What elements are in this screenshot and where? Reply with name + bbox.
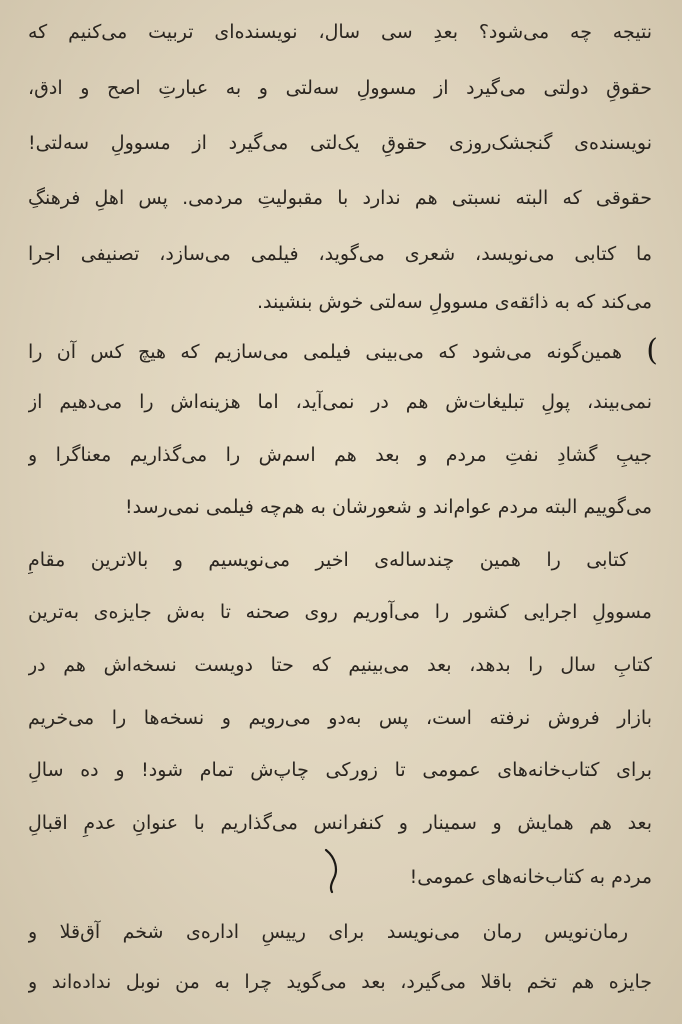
text-line: کتابی را همین چندساله‌ی اخیر می‌نویسیم و بالاترین مقامِ [28,549,628,571]
text-line: همین‌گونه می‌شود که می‌بینی فیلمی می‌سازیم که هیچ کس آن را [28,341,622,363]
text-line: مردم به کتاب‌خانه‌های عمومی! [409,866,652,888]
text-line: ما کتابی می‌نویسد، شعری می‌گوید، فیلمی می‌سازد، تصنیفی اجرا [28,243,652,265]
text-line: مسوولِ اجرایی کشور را می‌آوریم روی صحنه تا به‌ش جایزه‌ی به‌ترین [28,601,652,623]
text-line: می‌گوییم البته مردم عوام‌اند و شعورشان به هم‌چه فیلمی نمی‌رسد! [125,496,652,518]
handwritten-close-bracket-svg [320,848,346,894]
text-line: نتیجه چه می‌شود؟ بعدِ سی سال، نویسنده‌ای تربیت می‌کنیم که [28,21,652,43]
text-line: می‌کند که به ذائقه‌ی مسوولِ سه‌لتی خوش بنشیند. [256,291,652,313]
text-line: رمان‌نویس رمان می‌نویسد برای رییسِ اداره‌ی شخم آق‌قلا و [28,921,628,943]
handwritten-open-paren: ( [646,333,658,368]
text-line: جیبِ گشادِ نفتِ مردم و بعد هم اسم‌ش را می‌گذاریم معناگرا و [28,444,652,466]
text-line: بعد هم همایش و سمینار و کنفرانس می‌گذاریم با عنوانِ عدمِ اقبالِ [28,812,652,834]
text-line: کتابِ سال را بدهد، بعد می‌بینیم که حتا دویست نسخه‌اش هم در [28,654,652,676]
text-line: نویسنده‌ی گنجشک‌روزی حقوقِ یک‌لتی می‌گیرد از مسوولِ سه‌لتی! [28,132,652,154]
text-line: حقوقی که البته نسبتی هم ندارد با مقبولیتِ مردمی. پس اهلِ فرهنگِ [28,187,652,209]
text-line: بازار فروش نرفته است، پس به‌دو می‌رویم و نسخه‌ها را می‌خریم [28,707,652,729]
text-line: برای کتاب‌خانه‌های عمومی تا زورکی چاپ‌ش تمام شود! و ده سالِ [28,759,652,781]
text-line: حقوقِ دولتی می‌گیرد از مسوولِ سه‌لتی و به عبارتِ اصح و ادق، [28,77,652,99]
text-line: جایزه هم تخم باقلا می‌گیرد، بعد می‌گوید چرا به من نوبل نداده‌اند و [28,971,652,993]
text-line: نمی‌بیند، پولِ تبلیغات‌ش هم در نمی‌آید، اما هزینه‌اش را می‌دهیم از [28,391,652,413]
handwritten-close-bracket-icon [320,848,346,894]
